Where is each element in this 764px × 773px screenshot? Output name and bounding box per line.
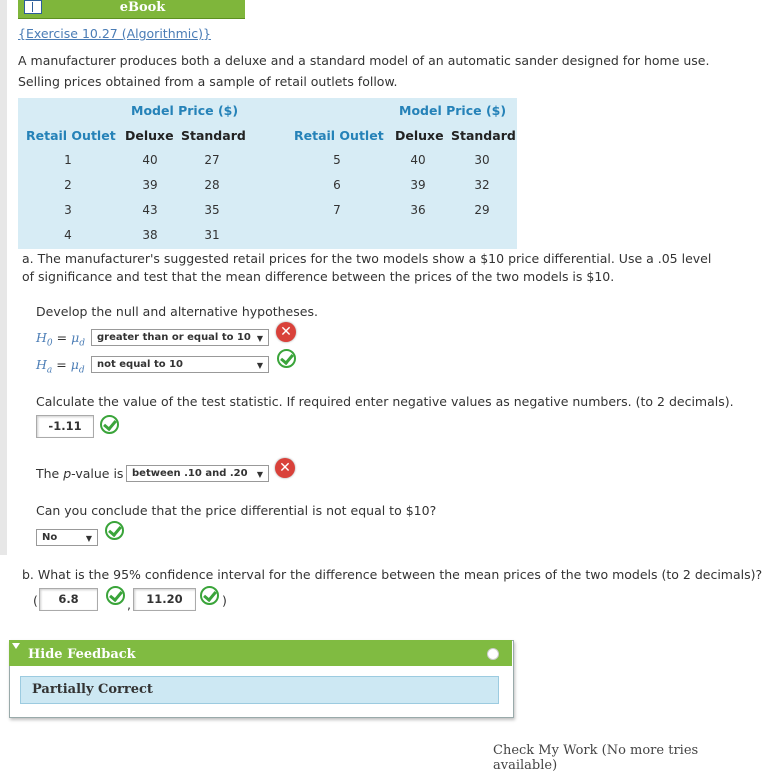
h0-label: $H_0 = \mu_d$	[36, 330, 85, 349]
table-cell: 7	[333, 203, 341, 217]
comma: ,	[127, 597, 131, 612]
table-cell: 28	[204, 178, 220, 192]
col-header-deluxe-right: Deluxe	[395, 128, 444, 143]
group-header-right: Model Price ($)	[399, 103, 507, 118]
price-data-table	[18, 98, 517, 249]
ci-upper-input[interactable]: 11.20	[133, 588, 196, 611]
open-paren: (	[33, 593, 38, 608]
table-cell: 31	[204, 228, 220, 242]
table-cell: 35	[204, 203, 220, 217]
ha-label: $H_a = \mu_d$	[36, 357, 85, 376]
close-paren: )	[222, 593, 227, 608]
table-cell: 40	[142, 153, 158, 167]
part-a-question: a. The manufacturer's suggested retail prices for the two models show a $10 price differential. Use a .05 level of significance and test that the mean difference between the prices of the two models is $10.	[22, 251, 712, 284]
ha-select[interactable]	[91, 356, 269, 373]
col-header-outlet-left: Retail Outlet	[26, 128, 116, 143]
correct-icon	[277, 349, 296, 368]
col-header-standard-left: Standard	[181, 128, 246, 143]
page-scroll-rail	[0, 0, 7, 555]
table-cell: 6	[333, 178, 341, 192]
h0-select[interactable]	[91, 329, 269, 346]
develop-hypotheses-label: Develop the null and alternative hypotheses.	[36, 304, 318, 319]
problem-intro: A manufacturer produces both a deluxe and a standard model of an automatic sander designed for home use. Selling prices obtained from a sample of retail outlets follow.	[18, 53, 710, 89]
check-my-work-button[interactable]: Check My Work (No more tries available)	[493, 743, 699, 773]
table-cell: 39	[142, 178, 158, 192]
table-cell: 36	[410, 203, 426, 217]
test-statistic-instructions: Calculate the value of the test statistic. If required enter negative values as negative numbers. (to 2 decimals).	[36, 394, 734, 409]
correct-icon	[200, 586, 219, 605]
pvalue-label: The p-value is	[36, 466, 124, 481]
table-cell: 29	[474, 203, 490, 217]
table-cell: 3	[64, 203, 72, 217]
table-cell: 43	[142, 203, 158, 217]
table-cell: 40	[410, 153, 426, 167]
col-header-standard-right: Standard	[451, 128, 516, 143]
table-cell: 39	[410, 178, 426, 192]
conclude-select[interactable]	[36, 529, 98, 546]
table-cell: 38	[142, 228, 158, 242]
feedback-status-circle-icon	[487, 648, 499, 660]
group-header-left: Model Price ($)	[131, 103, 239, 118]
test-statistic-input[interactable]: -1.11	[36, 415, 94, 438]
table-cell: 2	[64, 178, 72, 192]
correct-icon	[100, 415, 119, 434]
chevron-down-icon: ▼	[256, 361, 263, 370]
correct-icon	[105, 521, 124, 540]
table-cell: 1	[64, 153, 72, 167]
chevron-down-icon: ▼	[85, 534, 92, 543]
table-cell: 4	[64, 228, 72, 242]
table-cell: 27	[204, 153, 220, 167]
part-b-question: b. What is the 95% confidence interval for the difference between the mean prices of the two models (to 2 decimals)?	[22, 567, 763, 582]
pvalue-select-value: between .10 and .20	[132, 468, 248, 479]
conclude-select-value: No	[42, 532, 58, 543]
ci-lower-input[interactable]: 6.8	[39, 588, 98, 611]
chevron-down-icon: ▼	[256, 470, 263, 479]
collapse-triangle-icon[interactable]	[12, 643, 20, 649]
h0-select-value: greater than or equal to 10	[97, 332, 251, 343]
col-header-deluxe-left: Deluxe	[125, 128, 174, 143]
col-header-outlet-right: Retail Outlet	[294, 128, 384, 143]
incorrect-icon: ✕	[276, 322, 296, 342]
chevron-down-icon: ▼	[256, 334, 263, 343]
conclude-question: Can you conclude that the price differential is not equal to $10?	[36, 503, 437, 518]
table-cell: 32	[474, 178, 490, 192]
ha-select-value: not equal to 10	[97, 359, 184, 370]
incorrect-icon: ✕	[275, 458, 295, 478]
feedback-status: Partially Correct	[20, 676, 499, 704]
hide-feedback-toggle[interactable]: Hide Feedback	[28, 647, 136, 662]
ebook-label[interactable]: eBook	[119, 0, 166, 15]
table-cell: 30	[474, 153, 490, 167]
exercise-title-link[interactable]: {Exercise 10.27 (Algorithmic)}	[18, 26, 211, 41]
pvalue-select[interactable]	[126, 465, 269, 482]
table-cell: 5	[333, 153, 341, 167]
correct-icon	[106, 586, 125, 605]
